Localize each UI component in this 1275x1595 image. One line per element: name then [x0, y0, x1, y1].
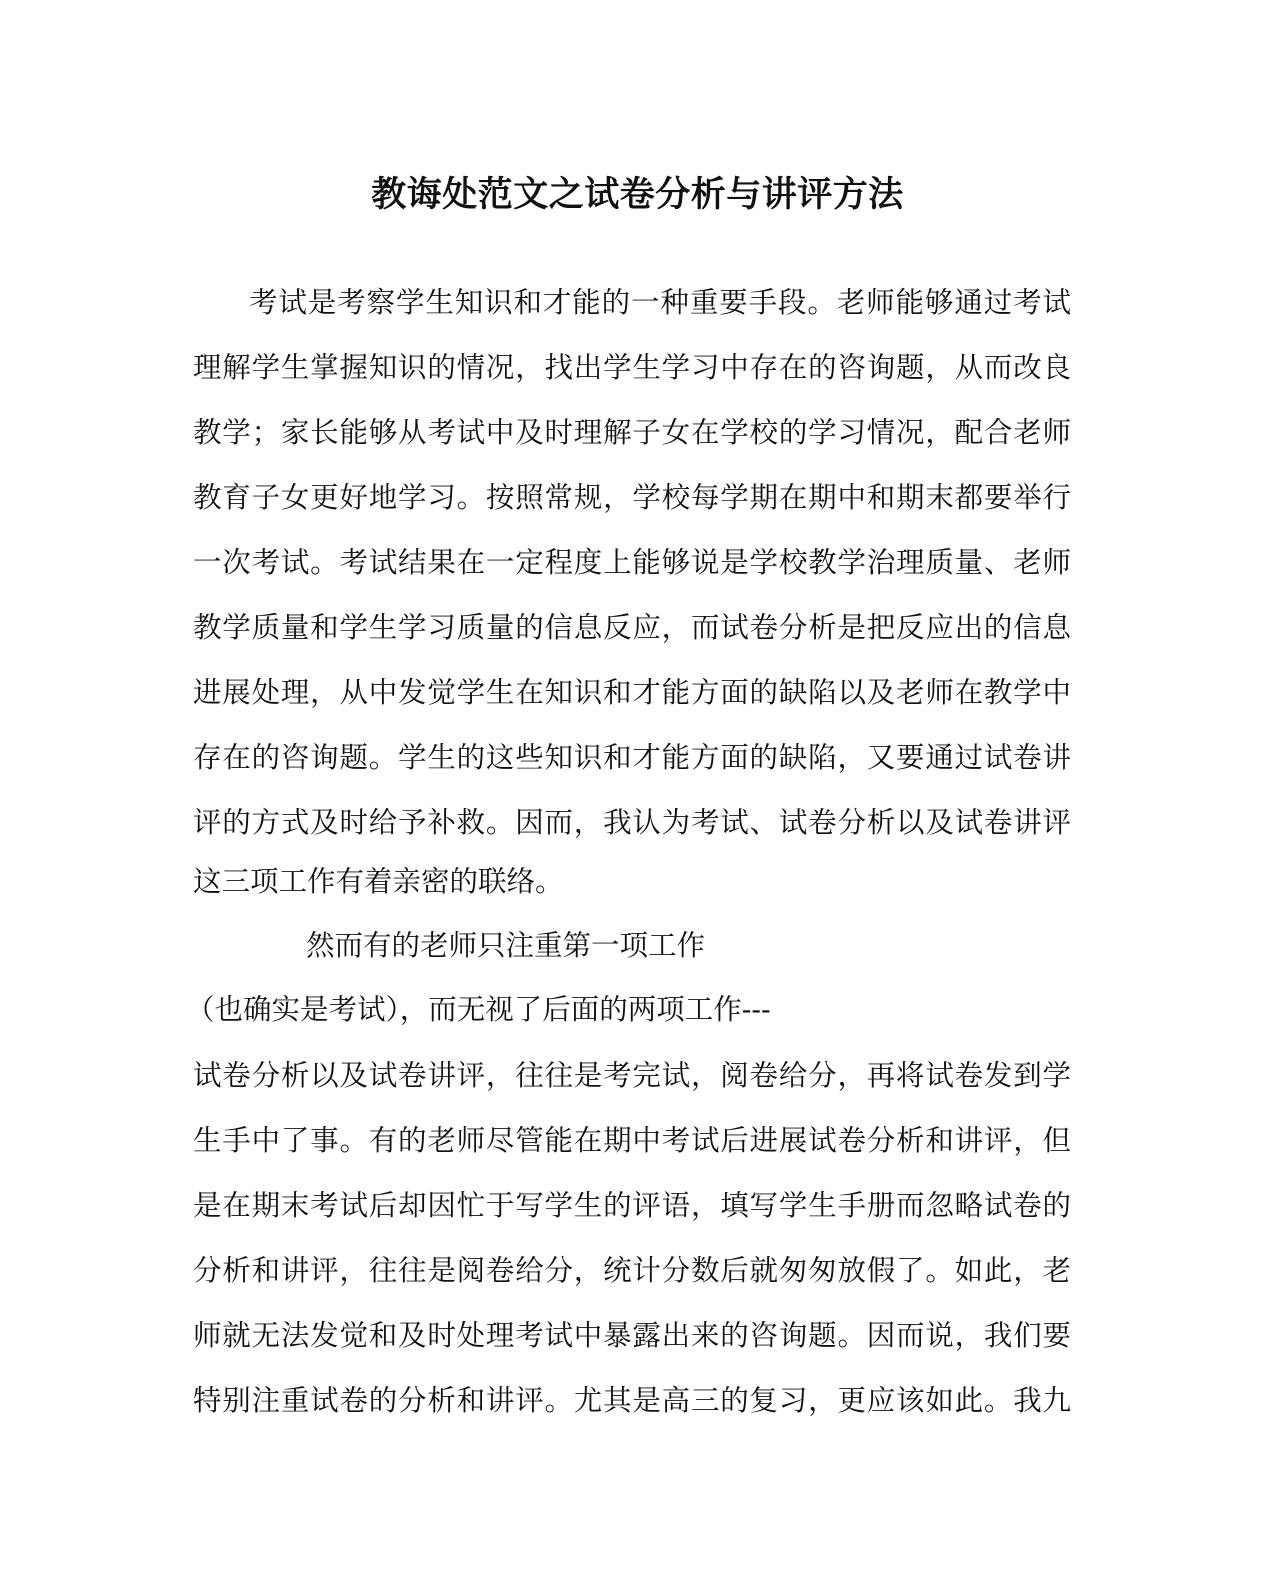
paragraph-line: 这三项工作有着亲密的联络。: [193, 865, 564, 898]
paragraph-line: 教学质量和学生学习质量的信息反应，而试卷分析是把反应出的信息: [193, 611, 1071, 644]
paragraph-line: 一次考试。考试结果在一定程度上能够说是学校教学治理质量、老师: [193, 546, 1071, 579]
paragraph-line: 教学；家长能够从考试中及时理解子女在学校的学习情况，配合老师: [193, 416, 1071, 449]
paragraph-line: 生手中了事。有的老师尽管能在期中考试后进展试卷分析和讲评，但: [193, 1124, 1071, 1157]
paragraph-line: 考试是考察学生知识和才能的一种重要手段。老师能够通过考试: [249, 286, 1071, 319]
paragraph-line: （也确实是考试），而无视了后面的两项工作---: [186, 993, 771, 1026]
paragraph-line: 特别注重试卷的分析和讲评。尤其是高三的复习，更应该如此。我九: [193, 1384, 1071, 1417]
paragraph-line: 进展处理，从中发觉学生在知识和才能方面的缺陷以及老师在教学中: [193, 676, 1071, 709]
document-title: 教诲处范文之试卷分析与讲评方法: [371, 174, 904, 215]
paragraph-line: 理解学生掌握知识的情况，找出学生学习中存在的咨询题，从而改良: [193, 351, 1071, 384]
paragraph-line: 分析和讲评，往往是阅卷给分，统计分数后就匆匆放假了。如此，老: [193, 1254, 1071, 1287]
paragraph-line: 存在的咨询题。学生的这些知识和才能方面的缺陷，又要通过试卷讲: [193, 741, 1071, 774]
paragraph-line: 试卷分析以及试卷讲评，往往是考完试，阅卷给分，再将试卷发到学: [193, 1059, 1071, 1092]
paragraph-line: 评的方式及时给予补救。因而，我认为考试、试卷分析以及试卷讲评: [193, 806, 1071, 839]
paragraph-line: 教育子女更好地学习。按照常规，学校每学期在期中和期末都要举行: [193, 481, 1071, 514]
paragraph-line: 师就无法发觉和及时处理考试中暴露出来的咨询题。因而说，我们要: [193, 1319, 1071, 1352]
paragraph-line: 然而有的老师只注重第一项工作: [306, 929, 706, 962]
paragraph-line: 是在期末考试后却因忙于写学生的评语，填写学生手册而忽略试卷的: [193, 1189, 1071, 1222]
